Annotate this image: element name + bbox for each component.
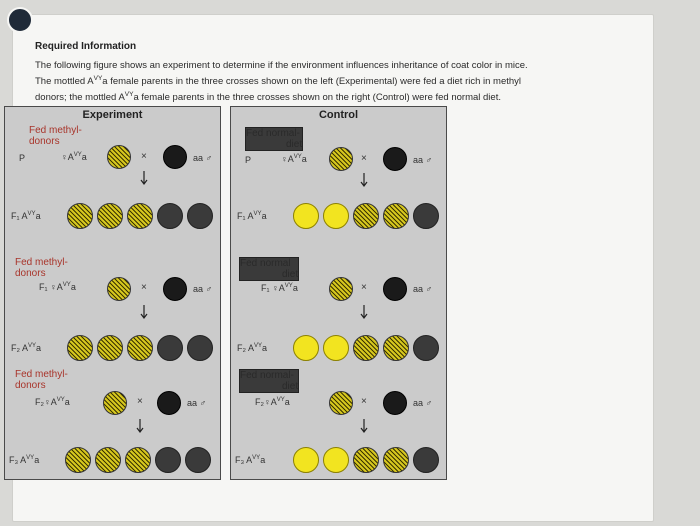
f3-label: F₃ $A^{VY}a$ xyxy=(9,455,40,465)
diet-label: Fed normal- diet xyxy=(240,370,299,392)
f1-female-label: F₁ $♀A^{VY}a$ xyxy=(261,283,298,293)
male-label: aa ♂ xyxy=(193,153,213,163)
f3-label: F₃ $A^{VY}a$ xyxy=(235,455,266,465)
f1-female-label: F₁ $♀A^{VY}a$ xyxy=(39,282,76,292)
section-header: Required Information xyxy=(35,41,137,52)
cross-symbol: × xyxy=(141,282,147,293)
diet-label: Fed methyl- donors xyxy=(15,369,68,391)
arrow-down-icon xyxy=(136,419,144,433)
offspring-mouse xyxy=(67,203,93,229)
arrow-down-icon xyxy=(360,173,368,187)
offspring-mouse xyxy=(383,203,409,229)
mottled-female-mouse xyxy=(107,145,131,169)
male-label: aa ♂ xyxy=(193,284,213,294)
offspring-mouse xyxy=(293,335,319,361)
offspring-mouse xyxy=(65,447,91,473)
cross-symbol: × xyxy=(141,151,147,162)
black-male-mouse xyxy=(163,277,187,301)
p-label: P xyxy=(245,155,252,165)
offspring-mouse xyxy=(127,203,153,229)
offspring-mouse xyxy=(323,203,349,229)
black-male-mouse xyxy=(383,147,407,171)
offspring-mouse xyxy=(127,335,153,361)
arrow-down-icon xyxy=(140,305,148,319)
intro-text xyxy=(35,59,635,104)
offspring-mouse xyxy=(157,203,183,229)
arrow-down-icon xyxy=(360,305,368,319)
offspring-mouse xyxy=(157,335,183,361)
female-parent-label: $♀A^{VY}a$ xyxy=(61,152,87,162)
female-parent-label: $♀A^{VY}a$ xyxy=(281,154,307,164)
offspring-mouse xyxy=(293,203,319,229)
intro-line-2: The mottled $A^{VY}a$ female parents in the three crosses shown on the left (Experimental) were fed a diet rich in methyl xyxy=(35,75,522,88)
offspring-mouse xyxy=(187,335,213,361)
intro-line-1: The following figure shows an experiment to determine if the environment influences inheritance of coat color in mice. xyxy=(35,60,528,71)
f2-female-label: $F_2♀A^{VY}a$ xyxy=(255,397,290,407)
f2-label: F₂ $A^{VY}a$ xyxy=(11,343,42,353)
arrow-down-icon xyxy=(360,419,368,433)
offspring-mouse xyxy=(67,335,93,361)
control-title: Control xyxy=(318,109,359,121)
male-label: aa ♂ xyxy=(413,284,433,294)
cross-symbol: × xyxy=(137,396,143,407)
black-male-mouse xyxy=(383,277,407,301)
black-male-mouse xyxy=(383,391,407,415)
mottled-female-mouse xyxy=(107,277,131,301)
experiment-title: Experiment xyxy=(82,109,143,121)
intro-line-3: donors; the mottled $A^{VY}a$ female parents in the three crosses shown on the right (Control) were fed normal diet. xyxy=(35,91,501,104)
offspring-mouse xyxy=(353,203,379,229)
offspring-mouse xyxy=(97,335,123,361)
diet-label: Fed methyl- donors xyxy=(29,125,82,147)
f1-label: F₁ $A^{VY}a$ xyxy=(237,211,267,221)
f2-label: F₂ $A^{VY}a$ xyxy=(237,343,268,353)
mottled-female-mouse xyxy=(329,147,353,171)
offspring-mouse xyxy=(353,335,379,361)
offspring-mouse xyxy=(185,447,211,473)
f1-label: F₁ $A^{VY}a$ xyxy=(11,211,41,221)
offspring-mouse xyxy=(155,447,181,473)
offspring-mouse xyxy=(95,447,121,473)
mottled-female-mouse xyxy=(329,391,353,415)
diet-label: Fed methyl- donors xyxy=(15,257,68,279)
cross-symbol: × xyxy=(361,396,367,407)
arrow-down-icon xyxy=(140,171,148,185)
offspring-mouse xyxy=(323,447,349,473)
offspring-mouse xyxy=(353,447,379,473)
mottled-female-mouse xyxy=(103,391,127,415)
badge-icon xyxy=(7,7,33,33)
offspring-mouse xyxy=(187,203,213,229)
offspring-mouse xyxy=(125,447,151,473)
offspring-mouse xyxy=(413,203,439,229)
offspring-mouse xyxy=(323,335,349,361)
mottled-female-mouse xyxy=(329,277,353,301)
male-label: aa ♂ xyxy=(413,155,433,165)
offspring-mouse xyxy=(413,335,439,361)
diet-label: Fed normal diet xyxy=(240,258,299,280)
black-male-mouse xyxy=(157,391,181,415)
offspring-mouse xyxy=(383,447,409,473)
p-label: P xyxy=(19,153,26,163)
offspring-mouse xyxy=(413,447,439,473)
male-label: aa ♂ xyxy=(413,398,433,408)
offspring-mouse xyxy=(97,203,123,229)
cross-symbol: × xyxy=(361,282,367,293)
control-panel xyxy=(230,106,447,480)
offspring-mouse xyxy=(293,447,319,473)
male-label: aa ♂ xyxy=(187,398,207,408)
cross-symbol: × xyxy=(361,153,367,164)
black-male-mouse xyxy=(163,145,187,169)
offspring-mouse xyxy=(383,335,409,361)
diet-label: Fed normal- diet xyxy=(246,128,303,150)
experiment-panel xyxy=(4,106,221,480)
f2-female-label: $F_2♀A^{VY}a$ xyxy=(35,397,70,407)
